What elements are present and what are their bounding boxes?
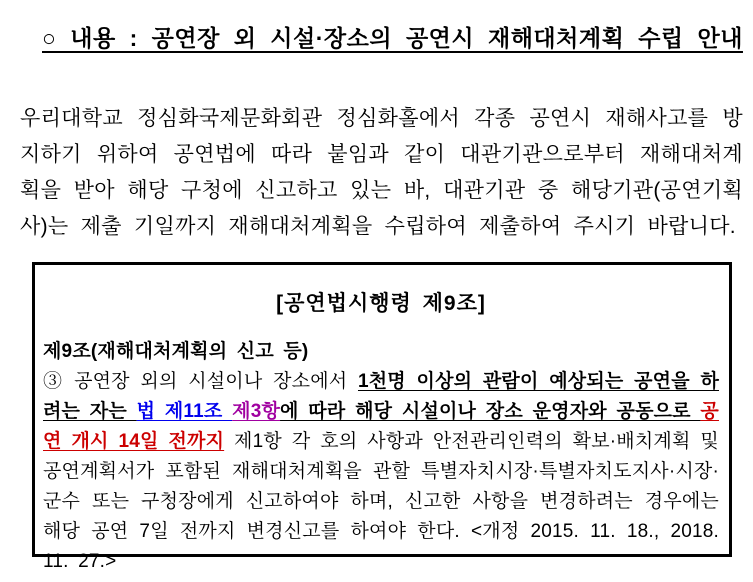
clause-emphasis-1: 1천명 이상의 관람이 예상되는 공연을 하려는 자는 xyxy=(43,371,719,422)
law-ref-blue: 법 제11조 xyxy=(136,401,233,422)
page-title: ○ 내용 : 공연장 외 시설·장소의 공연시 재해대처계획 수립 안내 xyxy=(42,25,743,51)
law-box-body xyxy=(43,337,719,577)
clause-emphasis-2: 에 따라 해당 시설이나 장소 운영자와 공동으로 xyxy=(280,401,701,422)
law-box-heading: [공연법시행령 제9조] xyxy=(276,292,486,315)
law-ref-purple: 제3항 xyxy=(232,401,281,422)
deadline-emphasis: 공연 개시 14일 전까지 xyxy=(43,401,719,452)
article-title: 제9조(재해대처계획의 신고 등) xyxy=(43,341,309,362)
clause-prefix: ③ 공연장 외의 시설이나 장소에서 xyxy=(43,371,358,392)
intro-paragraph: 우리대학교 정심화국제문화회관 정심화홀에서 각종 공연시 재해사고를 방지하기 위하여 공연법에 따라 붙임과 같이 대관기관으로부터 재해대처계획을 받아 해당 구청에 신고하고 있는 바, 대관기관 중 해당기관(공연기획사)는 제출 기일까지 재해대처계획을 수립하여 제출하여 주시기 바랍니다. xyxy=(20,107,743,238)
amendment-note: <개정 2015. 11. 18., 2018. 11. 27.> xyxy=(43,521,719,572)
clause-body-rest: 제1항 각 호의 사항과 안전관리인력의 확보·배치계획 및 공연계획서가 포함된 재해대처계획을 관할 특별자치시장·특별자치도지사·시장·군수 또는 구청장에게 신고하여야 하며, 신고한 사항을 변경하려는 경우에는 해당 공연 7일 전까지 변경신고를 하여야 한다. xyxy=(43,431,719,542)
law-box xyxy=(32,262,732,572)
